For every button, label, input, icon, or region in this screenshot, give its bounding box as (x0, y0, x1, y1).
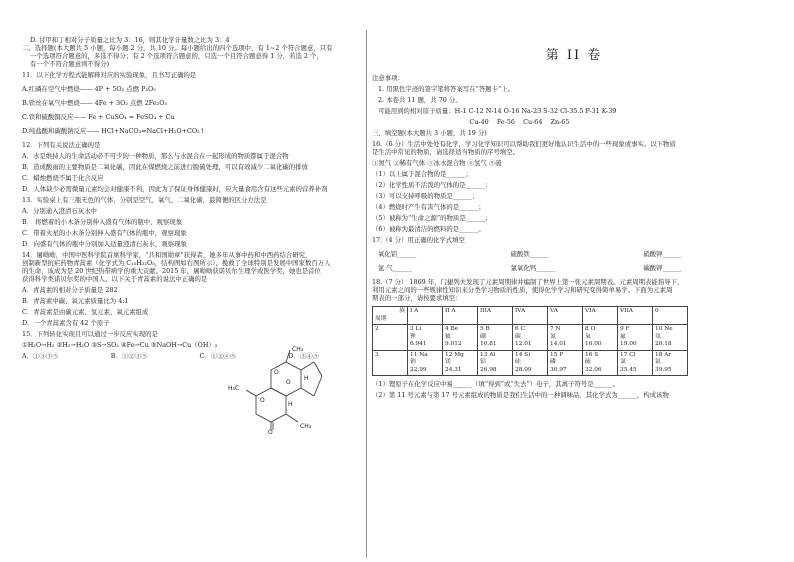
q13-option-a: A．分别通入澄清石灰水中 (22, 207, 97, 215)
mol-label-ch3-bottom: CH₃ (300, 423, 312, 430)
q15-stem: 15．下列转化实现且可以通过一步反应实现的是 (22, 330, 158, 338)
q17-blank-potassium-nitrate: 硝酸钾______ (643, 250, 682, 258)
element-cell: 5 B 硼 10.81 (478, 325, 513, 351)
note-1: 1. 用黑色字迹的签字笔将答案写在“答题卡”上。 (378, 85, 515, 93)
periodic-table-row (373, 325, 688, 351)
q13-option-b: B． 将燃着的小木条分别伸入盛有气体的瓶中，观察现象 (22, 218, 183, 226)
mol-label-o3: O (260, 397, 265, 404)
group-header: I A (408, 307, 443, 325)
periodic-table-corner (373, 307, 408, 325)
q18-part-1: （1）锂原子在化学反应中易______（填“得到”或“失去”）电子，其离子符号是______。 (372, 380, 620, 389)
q16-blank-2: （2）化学性质不活泼的气体的是______； (372, 181, 492, 189)
mol-label-h2: H (288, 401, 293, 408)
q16-blank-1: （1）以上属于混合物的是______； (372, 170, 472, 178)
q16-blank-4: （4）燃烧时产生有害气体的是______； (372, 203, 485, 211)
atomic-masses-2: Cu-40 Fe-56 Cu-64 Zn-65 (378, 118, 570, 126)
q18-stem-2: 利用元素之间的一些规律性知识来分类学习物质的性质，使得化学学习和研究变得简单易学。下面为元素周 (372, 286, 673, 294)
q11-stem: 11．以下化学方程式能解释对应的实验现象，且书写正确的是 (22, 71, 197, 79)
element-cell: 16 S 硫 32.06 (583, 350, 618, 376)
q16-stem-1: 16.（6 分）生活中处处有化学，学习化学知识可以帮助我们更好地认识生活中的一些现象或事实。以下物质 (372, 140, 676, 148)
element-cell: 13 Al 铝 26.98 (478, 350, 513, 376)
q14-option-a: A．青蒿素的相对分子质量是 282 (22, 286, 118, 294)
q18-stem-1: 18.（7 分） 1869 年，门捷列夫发现了元素周期律并编制了世界上第一张元素周期表。元素周期表能指导下， (372, 278, 684, 286)
q14-stem-1: 14．屠呦呦，中国中医科学院首席科学家，“共和国勋章”获得者，她多年从事中药和中西药结合研究， (22, 251, 312, 259)
corner-period-label: 周期 (375, 315, 387, 322)
q17-blank-argon: 氩 气______ (378, 264, 412, 272)
periodic-table (372, 306, 688, 376)
q17-blank-alumina: 氧化铝______ (378, 250, 417, 258)
group-header: VIIA (618, 307, 653, 325)
group-header: 0 (653, 307, 688, 325)
q15-option-a: A．①③③⑤ (22, 352, 59, 360)
element-cell: 11 Na 钠 22.99 (408, 350, 443, 376)
period-number: 3 (373, 350, 408, 376)
group-header: VA (548, 307, 583, 325)
q10-option-d: D. 甘甲和丁相对分子质量之比为 3：16，则其化学计量数之比为 3：4 (30, 36, 230, 44)
period-number: 2 (373, 325, 408, 351)
group-header: IIIA (478, 307, 513, 325)
q12-option-c: C．蜡烛燃烧不属于化合反应 (22, 174, 104, 182)
mol-label-o1: O (274, 369, 279, 376)
q15-option-c: C．①②④⑤ (199, 352, 237, 360)
right-column (372, 36, 776, 399)
q12-option-d: D．人体缺少必需微量元素均会对健康不利，因此为了保证身体健康时，应大量食用含有这些元素的营养补剂 (22, 185, 328, 193)
q15-option-b: B．①②③⑤ (110, 352, 148, 360)
q12-stem: 12．下列有关说法正确的是 (22, 141, 101, 149)
group-header: II A (443, 307, 478, 325)
element-cell: 4 Be 铍 9.012 (443, 325, 478, 351)
section2-heading: 二、选择题(本大题共 5 小题，每小题 2 分，共 10 分。每小题给出的四个选项中，有 1~2 个符合题意，只有 (22, 44, 333, 52)
section-title: 第 II 卷 (545, 48, 603, 63)
atomic-masses-1: 可能用到的相对原子质量：H-1 C-12 N-14 O-16 Na-23 S-32 Cl-35.5 P-31 K-39 (378, 107, 617, 115)
section2-instructions-cont: 有一个不符合题意则不得分) (30, 60, 110, 68)
mol-label-h1: H (304, 375, 309, 382)
q14-stem-2: 创制新型抗疟药物青蒿素（化学式为 C₁₅H₂₂O₅，结构图如右图所示），挽救了全球特别是发展中国家数百万人 (22, 259, 331, 267)
element-cell: 14 Si 硅 28.09 (513, 350, 548, 376)
q17-row-2 (372, 264, 776, 272)
q14-option-b: B．青蒿素中碳、氧元素质量比为 4:1 (22, 297, 129, 305)
notes-heading: 注意事项： (372, 74, 404, 82)
q14-option-c: C．青蒿素是由碳元素、氢元素、氧元素组成 (22, 308, 149, 316)
q13-option-d: D．向盛有气体的瓶中分别加入适量澄清石灰水，观察现象 (22, 240, 187, 248)
q11-option-b: B.铁丝在氧气中燃烧—— 4Fe + 3O₂ 点燃 2Fe₂O₃ (22, 99, 168, 107)
q16-blank-6: （6）被称为最清洁的燃料的是______。 (372, 225, 485, 233)
periodic-table-row (373, 350, 688, 376)
mol-label-o2: O (286, 379, 291, 386)
group-header: IVA (513, 307, 548, 325)
element-cell: 17 Cl 氯 35.45 (618, 350, 653, 376)
element-cell: 18 Ar 氩 39.95 (653, 350, 688, 376)
q17-blank-iron-sulfate: 硫酸铁______ (510, 250, 550, 258)
q11-option-d: D.纯盐酸和碳酸钠反应—— HCl+NaCO₃=NaCl+H₂O+CO₂↑ (22, 127, 206, 135)
q14-stem-3: 的生命，该成为是 20 世纪热带病学的重大贡献。2015 年，屠呦呦获诺贝尔生理学或医学奖，她也是首位 (22, 267, 321, 275)
element-cell: 10 Ne 氖 20.18 (653, 325, 688, 351)
q15-items: ①H₂O→H₂ ②H₂→H₂O ③S→SO₂ ④Fe→Cu ⑤NaOH→Cu（OH）₂ (22, 341, 218, 349)
q15-option-d: D．③④⑤ (288, 352, 319, 360)
element-cell: 15 P 磷 30.97 (548, 350, 583, 376)
q14-option-d: D．一个青蒿素含有 42 个原子 (22, 319, 110, 327)
q14-stem-4: 获得科学类诺贝尔奖的中国人。以下关于青蒿素的说法中正确的是 (22, 275, 208, 283)
q18-part-2: （2）第 11 号元素与第 17 号元素组成的物质是我们生活中的一种调味品，其化学式为______，构成该物 (372, 391, 669, 400)
left-column (22, 36, 377, 360)
section2-instructions: 一个选项符合题意的，多选不得分；有 2 个选项符合题意的，只选一个且符合题意得 1 分，若选 2 个， (30, 52, 323, 60)
q17-blank-calcium-hydroxide: 氯氧化钙______ (510, 264, 556, 272)
q16-choices: ①氮气 ②稀有气体 ③冰水混合物 ④氢气 ⑤硫 (372, 159, 502, 167)
q16-blank-3: （3）可以支持呼吸的物质是______； (372, 192, 479, 200)
q12-option-a: A．水是维持人的生命活动必不可少的一种物质，那么与水混合在一起形成的物质都属于混合物 (22, 152, 289, 160)
q17-row-1 (372, 250, 776, 258)
element-cell: 9 F 氟 19.00 (618, 325, 653, 351)
column-divider (366, 30, 367, 558)
note-2: 2. 本卷共 11 题，共 70 分。 (378, 96, 462, 104)
corner-group-label: 族 (399, 308, 405, 314)
artemisinin-structure-diagram (226, 344, 346, 434)
mol-label-ch3-top: CH₃ (292, 346, 304, 353)
mol-label-o4: O (268, 429, 273, 434)
q17-heading: 17.（4 分）用正确的化学式填空 (372, 236, 465, 244)
q13-stem: 13．实验桌上有三瓶无色的气体，分别是空气、氧气、二氧化碳，最简便的区分方法是 (22, 196, 267, 204)
q16-blank-5: （5）被称为“生命之源”的物质是______； (372, 214, 492, 222)
q13-option-c: C．带着火星的小木条分别伸入盛有气体的瓶中，观察现象 (22, 229, 187, 237)
element-cell: 3 Li 锂 6.941 (408, 325, 443, 351)
periodic-table-header-row (373, 307, 688, 325)
q16-stem-2: 是生活中常见的物质，请选择适当物质的序号填空。 (372, 148, 519, 156)
mol-label-h3c: H₃C (228, 385, 240, 392)
element-cell: 7 N 氮 14.01 (548, 325, 583, 351)
q12-option-b: B．造成酸雨的主要物质是二氧化碳，因此在煤燃烧之前进行脱硫处理，可以有效减少二氧化碳的排放 (22, 163, 308, 171)
section3-heading: 三、填空题(本大题共 3 小题，共 19 分) (372, 129, 487, 137)
q18-stem-3: 期表的一部分，请按要求填空： (372, 294, 462, 302)
q11-option-c: C.铁和硫酸铜反应—— Fe + CuSO₄ = FeSO₄ + Cu (22, 113, 175, 121)
element-cell: 6 C 碳 12.01 (513, 325, 548, 351)
element-cell: 12 Mg 镁 24.31 (443, 350, 478, 376)
element-cell: 8 O 氧 16.00 (583, 325, 618, 351)
group-header: VIA (583, 307, 618, 325)
q17-blank-potassium-carbonate: 碳酸钾______ (643, 264, 682, 272)
q11-option-a: A.红磷在空气中燃烧—— 4P + 5O₂ 点燃 P₂O₅ (22, 85, 156, 93)
